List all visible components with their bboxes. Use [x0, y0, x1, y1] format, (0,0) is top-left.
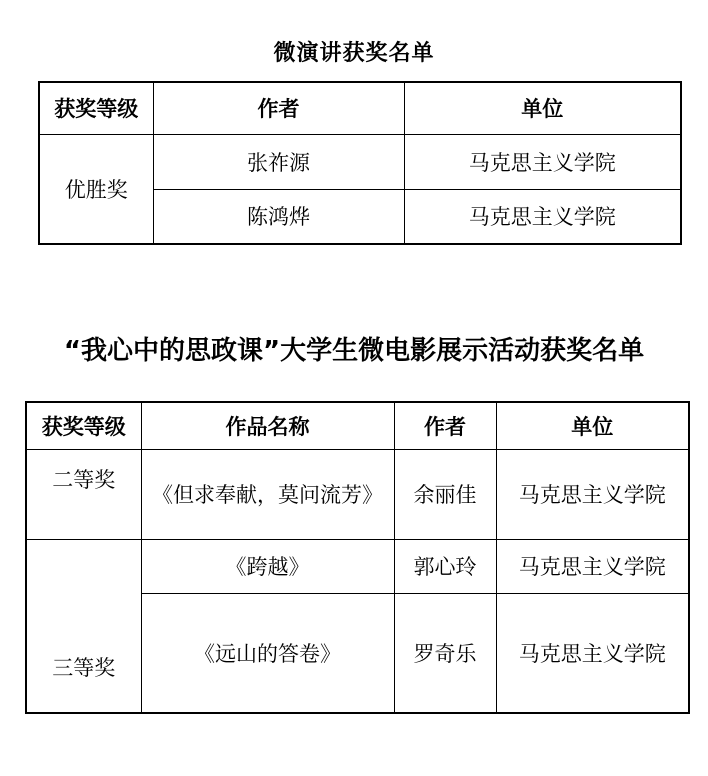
unit-cell: 马克思主义学院 [404, 189, 681, 244]
table-header-row [39, 82, 681, 134]
header-award-level: 获奖等级 [26, 402, 141, 449]
author-cell: 陈鸿烨 [153, 189, 404, 244]
author-cell: 余丽佳 [394, 449, 496, 539]
award-level-cell: 二等奖 [26, 449, 141, 539]
table-row [26, 449, 689, 539]
micro-film-award-title: “我心中的思政课”大学生微电影展示活动获奖名单 [63, 336, 645, 366]
header-award-level: 获奖等级 [39, 82, 153, 134]
author-cell: 郭心玲 [394, 539, 496, 593]
work-title-cell: 《跨越》 [141, 539, 394, 593]
table-row [39, 134, 681, 189]
author-cell: 罗奇乐 [394, 593, 496, 713]
author-cell: 张祚源 [153, 134, 404, 189]
micro-speech-award-table [38, 81, 682, 245]
unit-cell: 马克思主义学院 [496, 593, 689, 713]
unit-cell: 马克思主义学院 [496, 539, 689, 593]
award-level-cell: 三等奖 [26, 539, 141, 713]
header-unit: 单位 [404, 82, 681, 134]
micro-film-award-table [25, 401, 690, 714]
table-row [26, 539, 689, 593]
header-author: 作者 [394, 402, 496, 449]
header-author: 作者 [153, 82, 404, 134]
work-title-cell: 《但求奉献，莫问流芳》 [141, 449, 394, 539]
unit-cell: 马克思主义学院 [404, 134, 681, 189]
award-level-cell: 优胜奖 [39, 134, 153, 244]
header-unit: 单位 [496, 402, 689, 449]
unit-cell: 马克思主义学院 [496, 449, 689, 539]
work-title-cell: 《远山的答卷》 [141, 593, 394, 713]
micro-speech-award-title: 微演讲获奖名单 [273, 40, 435, 66]
header-work-title: 作品名称 [141, 402, 394, 449]
table-header-row [26, 402, 689, 449]
